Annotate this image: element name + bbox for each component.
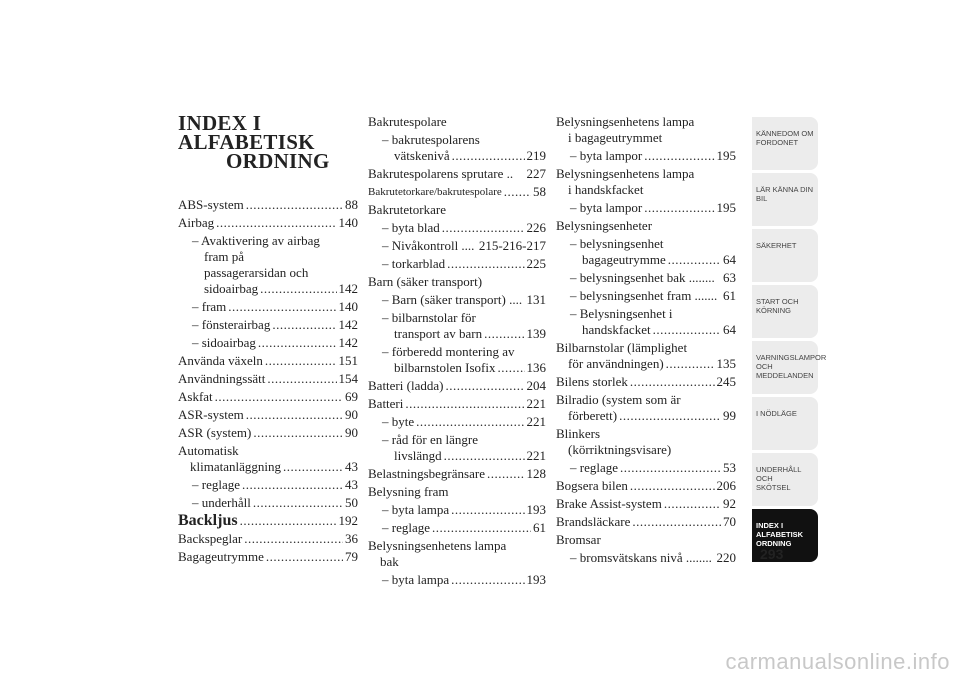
- dot-leader: [484, 326, 524, 342]
- dot-leader: [258, 335, 337, 351]
- index-entry: [556, 392, 736, 424]
- page-ref: 225: [526, 256, 546, 271]
- index-entry: [556, 114, 736, 146]
- dot-leader: [283, 459, 343, 475]
- page-ref: 53: [723, 460, 736, 475]
- index-entry: [368, 256, 546, 272]
- index-entry: [556, 200, 736, 216]
- chapter-tab[interactable]: [752, 117, 818, 170]
- index-entry-text: Belysningsenheter: [556, 218, 653, 233]
- page-ref: 215-216-217: [478, 238, 546, 253]
- index-entry-text: för användningen): [568, 356, 664, 371]
- index-entry-text: ASR (system): [178, 425, 252, 440]
- index-entry-line: – Belysningsenhet i: [570, 306, 673, 321]
- index-entry: [556, 550, 736, 566]
- page-ref: 64: [723, 322, 736, 337]
- dot-leader: [644, 148, 714, 164]
- dot-leader: [405, 396, 524, 412]
- index-entry-text: – reglage: [382, 520, 431, 535]
- page-ref: 226: [526, 220, 546, 235]
- chapter-tab-label: LÄR KÄNNA DIN: [756, 185, 814, 194]
- index-entry-text: – torkarblad: [382, 256, 446, 271]
- index-entry: [368, 466, 546, 482]
- page-ref: 142: [338, 335, 358, 350]
- index-entry-text: Bagageutrymme: [178, 549, 264, 564]
- index-entry-text: – byta lampa: [382, 502, 450, 517]
- dot-leader: [619, 408, 721, 424]
- page-ref: 193: [526, 572, 546, 587]
- page-ref: 136: [526, 360, 546, 375]
- index-entry-text: i bagageutrymmet: [568, 130, 663, 145]
- index-entry-line: Bilradio (system som är: [556, 392, 681, 407]
- index-entry: [556, 166, 736, 198]
- index-entry-text: transport av barn: [394, 326, 483, 341]
- index-entry: [178, 495, 358, 511]
- dot-leader: [632, 514, 721, 530]
- page-ref: 206: [716, 478, 736, 493]
- chapter-tabs: [752, 117, 827, 565]
- index-entry-line: passagerarsidan och: [204, 265, 309, 280]
- page-ref: 92: [723, 496, 736, 511]
- page-ref: 79: [345, 549, 358, 564]
- index-entry-text: Bakrutespolare: [368, 114, 447, 129]
- watermark: carmanualsonline.info: [725, 649, 950, 674]
- index-entry-text: – belysningsenhet bak ........: [570, 270, 715, 285]
- index-entry: [556, 426, 736, 458]
- chapter-tab-label: UNDERHÅLL OCH: [756, 465, 802, 483]
- index-entry: [368, 344, 546, 376]
- index-entry: [178, 531, 358, 547]
- index-entry-text: Bakrutespolarens sprutare ..: [368, 166, 514, 181]
- dot-leader: [451, 502, 524, 518]
- dot-leader: [630, 478, 715, 494]
- index-entry-line: – belysningsenhet: [570, 236, 664, 251]
- page-ref: 58: [533, 184, 546, 199]
- index-entry: [368, 414, 546, 430]
- dot-leader: [416, 414, 524, 430]
- page-ref: 64: [723, 252, 736, 267]
- page-ref: 195: [716, 200, 736, 215]
- dot-leader: [265, 353, 337, 369]
- index-entry: [368, 292, 546, 308]
- index-entry-text: ABS-system: [178, 197, 244, 212]
- dot-leader: [246, 197, 343, 213]
- dot-leader: [445, 378, 524, 394]
- index-entry-text: klimatanläggning: [190, 459, 281, 474]
- page-ref: 245: [716, 374, 736, 389]
- page-ref: 69: [345, 389, 358, 404]
- index-entry-text: i handskfacket: [568, 182, 644, 197]
- index-entry-text: – byte: [382, 414, 415, 429]
- index-entry-text: Bogsera bilen: [556, 478, 628, 493]
- page-ref: 99: [723, 408, 736, 423]
- index-entry: [178, 215, 358, 231]
- chapter-tab-label: SÄKERHET: [756, 241, 797, 250]
- index-entry-text: Backspeglar: [178, 531, 243, 546]
- index-entry: [556, 496, 736, 512]
- index-entry-text: förberett): [568, 408, 618, 423]
- index-entry: [178, 197, 358, 213]
- index-entry-text: Bilens storlek: [556, 374, 628, 389]
- index-entry: [368, 520, 546, 536]
- page-ref: 43: [345, 477, 358, 492]
- index-entry-text: – byta blad: [382, 220, 440, 235]
- index-entry: [368, 132, 546, 164]
- index-entry: [368, 220, 546, 236]
- chapter-tab-label: SKÖTSEL: [756, 483, 791, 492]
- index-entry: [556, 514, 736, 530]
- page-ref: 88: [345, 197, 358, 212]
- index-entry: [368, 310, 546, 342]
- page-number: 293: [760, 546, 784, 562]
- index-entry-text: bagageutrymme: [582, 252, 666, 267]
- title-line-1: INDEX I: [178, 111, 262, 135]
- dot-leader: [668, 252, 721, 268]
- index-entry-text: Barn (säker transport): [368, 274, 483, 289]
- index-entry: [178, 477, 358, 493]
- index-entry-text: Brandsläckare: [556, 514, 631, 529]
- page-ref: 219: [526, 148, 546, 163]
- dot-leader: [260, 281, 336, 297]
- index-entry-text: – byta lampor: [570, 148, 643, 163]
- index-entry: [178, 335, 358, 351]
- index-entry: [368, 396, 546, 412]
- index-entry: [178, 513, 358, 529]
- page-ref: 43: [345, 459, 358, 474]
- index-entry-line: – bilbarnstolar för: [382, 310, 476, 325]
- index-entry: [556, 374, 736, 390]
- index-entry-text: ASR-system: [178, 407, 244, 422]
- index-entry-text: – belysningsenhet fram .......: [570, 288, 718, 303]
- index-entry-line: – bakrutespolarens: [382, 132, 480, 147]
- page-ref: 140: [338, 215, 358, 230]
- index-entry: [178, 443, 358, 475]
- title-line-3: ORDNING: [226, 149, 330, 173]
- dot-leader: [432, 520, 531, 536]
- index-entry-text: Batteri: [368, 396, 404, 411]
- chapter-tab-label: KÖRNING: [756, 306, 792, 315]
- index-entry: [178, 233, 358, 297]
- index-entry-text: – fönsterairbag: [192, 317, 271, 332]
- index-entry-text: Använda växeln: [178, 353, 263, 368]
- index-entry-line: Belysningsenhetens lampa: [368, 538, 507, 553]
- dot-leader: [497, 360, 524, 376]
- dot-leader: [228, 299, 336, 315]
- index-entry-text: – sidoairbag: [192, 335, 256, 350]
- chapter-tab-label: INDEX I: [756, 521, 784, 530]
- chapter-tab-label: I NÖDLÄGE: [756, 409, 797, 418]
- index-entry-line: – råd för en längre: [382, 432, 479, 447]
- index-entry: [178, 299, 358, 315]
- index-entry-text: sidoairbag: [204, 281, 259, 296]
- page-ref: 221: [526, 448, 546, 463]
- page-ref: 227: [526, 166, 546, 181]
- index-entry: [368, 378, 546, 394]
- page-ref: 63: [723, 270, 736, 285]
- index-entry-text: Belysning fram: [368, 484, 449, 499]
- page-ref: 131: [526, 292, 546, 307]
- dot-leader: [487, 466, 525, 482]
- index-entry-line: Automatisk: [178, 443, 239, 458]
- page-ref: 90: [345, 425, 358, 440]
- index-entry: [556, 460, 736, 476]
- page-ref: 142: [338, 281, 358, 296]
- page-ref: 195: [716, 148, 736, 163]
- index-entry-line: Bilbarnstolar (lämplighet: [556, 340, 688, 355]
- page-ref: 192: [338, 513, 358, 528]
- index-entry-line: Belysningsenhetens lampa: [556, 114, 695, 129]
- chapter-tab[interactable]: [752, 229, 818, 282]
- dot-leader: [644, 200, 714, 216]
- dot-leader: [451, 572, 524, 588]
- index-entry-line: – förberedd montering av: [382, 344, 515, 359]
- page-ref: 204: [526, 378, 546, 393]
- dot-leader: [452, 148, 525, 164]
- dot-leader: [216, 215, 336, 231]
- index-entry-line: fram på: [204, 249, 245, 264]
- index-entry: [368, 238, 546, 254]
- page-ref: 70: [723, 514, 736, 529]
- index-entry: [368, 572, 546, 588]
- index-entry-text: Airbag: [178, 215, 215, 230]
- index-entry: [556, 478, 736, 494]
- index-entry-text: (körriktningsvisare): [568, 442, 672, 457]
- chapter-tab[interactable]: [752, 453, 818, 506]
- index-entry-text: Bakrutetorkare/bakrutespolare: [368, 186, 502, 198]
- index-entry: [556, 148, 736, 164]
- index-entry: [368, 114, 546, 130]
- index-entry: [178, 407, 358, 423]
- page-ref: 154: [338, 371, 358, 386]
- index-entry-text: bak: [380, 554, 399, 569]
- page-ref: 61: [723, 288, 736, 303]
- page-ref: 50: [345, 495, 358, 510]
- index-entry: [556, 288, 736, 304]
- index-column-2: [368, 114, 546, 590]
- chapter-tab-label: VARNINGSLAMPOR: [756, 353, 827, 362]
- page-ref: 140: [338, 299, 358, 314]
- index-entry: [178, 317, 358, 333]
- index-entry: [178, 371, 358, 387]
- index-entry-text: Backljus: [178, 512, 238, 529]
- index-entry: [368, 484, 546, 500]
- index-entry-line: – Avaktivering av airbag: [192, 233, 320, 248]
- page-ref: 135: [716, 356, 736, 371]
- index-entry: [368, 432, 546, 464]
- dot-leader: [240, 513, 337, 529]
- page-ref: 220: [716, 550, 736, 565]
- index-entry-line: Belysningsenhetens lampa: [556, 166, 695, 181]
- page-ref: 61: [533, 520, 546, 535]
- index-entry: [556, 236, 736, 268]
- chapter-tab-label: START OCH: [756, 297, 799, 306]
- index-entry: [368, 166, 546, 182]
- index-entry-text: Bromsar: [556, 532, 601, 547]
- index-entry-text: – bromsvätskans nivå ........: [570, 550, 712, 565]
- dot-leader: [266, 549, 343, 565]
- index-entry-text: – Barn (säker transport) ....: [382, 292, 523, 307]
- index-entry-text: – byta lampa: [382, 572, 450, 587]
- index-entry-line: Blinkers: [556, 426, 601, 441]
- chapter-tab-label: BIL: [756, 194, 768, 203]
- page-ref: 221: [526, 414, 546, 429]
- index-entry-text: Brake Assist-system: [556, 496, 662, 511]
- dot-leader: [447, 256, 524, 272]
- index-entry: [556, 306, 736, 338]
- dot-leader: [442, 220, 525, 236]
- index-entry-text: handskfacket: [582, 322, 651, 337]
- index-entry-text: – reglage: [192, 477, 241, 492]
- title-line-2: ALFABETISK: [178, 130, 315, 154]
- index-entry: [178, 389, 358, 405]
- index-entry-text: livslängd: [394, 448, 442, 463]
- chapter-tab[interactable]: [752, 173, 818, 226]
- chapter-tab[interactable]: [752, 285, 818, 338]
- page-title: [178, 111, 330, 173]
- index-entry: [368, 274, 546, 290]
- index-column-3: [556, 114, 736, 568]
- index-entry-text: Askfat: [178, 389, 213, 404]
- dot-leader: [267, 371, 336, 387]
- index-entry-text: – underhåll: [192, 495, 251, 510]
- index-entry-text: Användningssätt: [178, 371, 266, 386]
- index-entry: [368, 538, 546, 570]
- page-ref: 142: [338, 317, 358, 332]
- index-entry-text: – Nivåkontroll ....: [382, 238, 475, 253]
- dot-leader: [666, 356, 715, 372]
- dot-leader: [272, 317, 336, 333]
- dot-leader: [246, 407, 343, 423]
- dot-leader: [242, 477, 343, 493]
- chapter-tab[interactable]: [752, 341, 827, 394]
- index-entry: [368, 202, 546, 218]
- chapter-tab-label: ORDNING: [756, 539, 792, 548]
- index-entry-text: Belastningsbegränsare: [368, 466, 485, 481]
- dot-leader: [253, 495, 343, 511]
- page-ref: 139: [526, 326, 546, 341]
- chapter-tab-label: MEDDELANDEN: [756, 371, 814, 380]
- page-ref: 221: [526, 396, 546, 411]
- dot-leader: [444, 448, 525, 464]
- chapter-tab-label: FORDONET: [756, 138, 799, 147]
- page-ref: 128: [526, 466, 546, 481]
- dot-leader: [215, 389, 343, 405]
- index-entry: [556, 218, 736, 234]
- dot-leader: [253, 425, 343, 441]
- index-entry-text: vätskenivå: [394, 148, 450, 163]
- page-ref: 193: [526, 502, 546, 517]
- index-entry-text: – byta lampor: [570, 200, 643, 215]
- index-entry: [556, 340, 736, 372]
- index-entry-text: Bakrutetorkare: [368, 202, 446, 217]
- dot-leader: [630, 374, 715, 390]
- chapter-tab-label: OCH: [756, 362, 773, 371]
- index-entry-text: – fram: [192, 299, 227, 314]
- index-entry: [178, 353, 358, 369]
- index-entry: [368, 502, 546, 518]
- chapter-tab[interactable]: [752, 397, 818, 450]
- dot-leader: [620, 460, 721, 476]
- dot-leader: [653, 322, 721, 338]
- dot-leader: [504, 184, 531, 200]
- index-column-1: [178, 197, 358, 567]
- page-ref: 151: [338, 353, 358, 368]
- index-entry: [178, 425, 358, 441]
- chapter-tab-label: ALFABETISK: [756, 530, 804, 539]
- page-ref: 90: [345, 407, 358, 422]
- index-entry: [556, 532, 736, 548]
- index-entry: [556, 270, 736, 286]
- index-entry-text: Batteri (ladda): [368, 378, 444, 393]
- index-entry-text: bilbarnstolen Isofix: [394, 360, 496, 375]
- index-entry-text: – reglage: [570, 460, 619, 475]
- index-entry: [368, 184, 546, 200]
- page-ref: 36: [345, 531, 358, 546]
- chapter-tab-label: KÄNNEDOM OM: [756, 129, 814, 138]
- index-entry: [178, 549, 358, 565]
- dot-leader: [664, 496, 721, 512]
- dot-leader: [244, 531, 343, 547]
